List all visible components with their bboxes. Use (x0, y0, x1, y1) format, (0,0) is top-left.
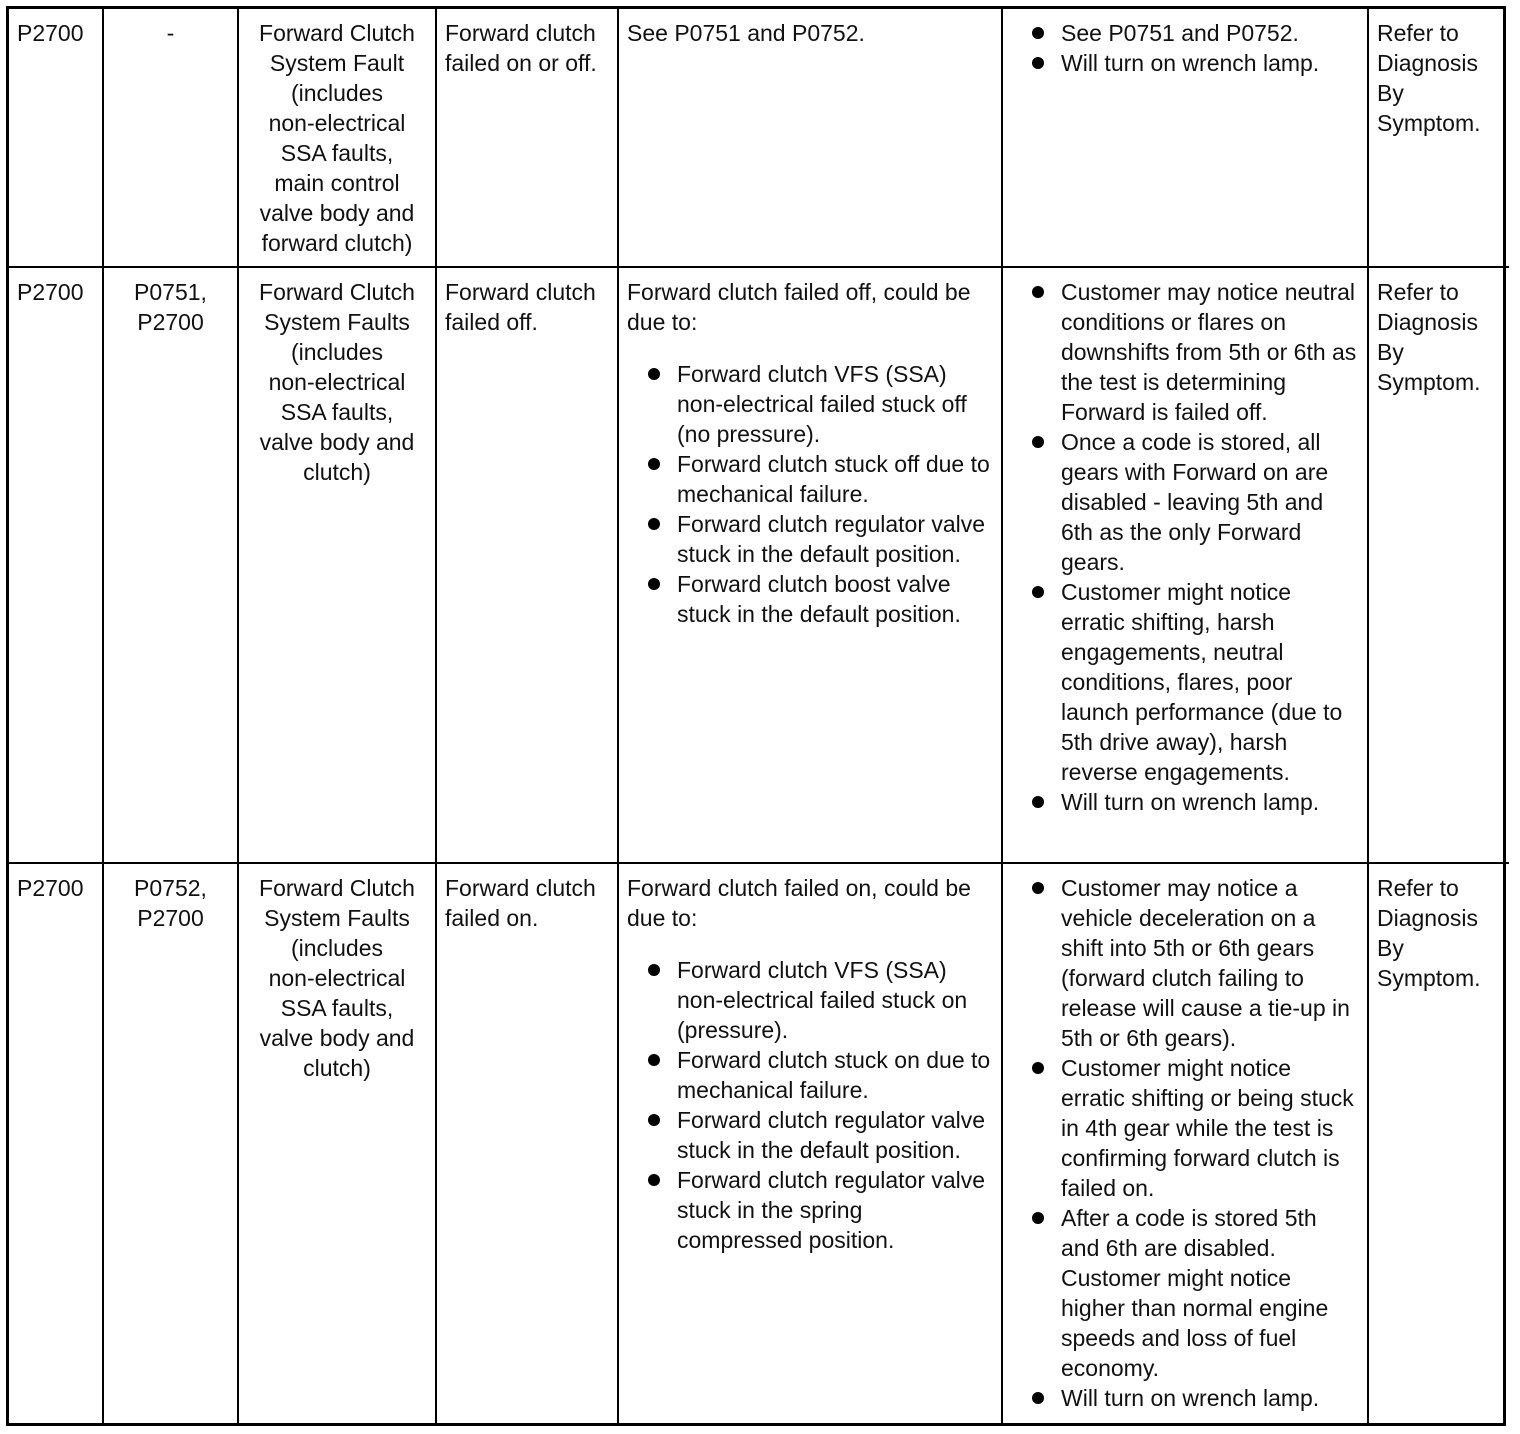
description-line: SSA faults, (280, 399, 394, 425)
description-line: System Faults (264, 905, 410, 931)
description-line: Forward Clutch (259, 20, 415, 46)
condition-cell: Forward clutch failed off. (436, 267, 618, 863)
description-line: valve body and (259, 1025, 415, 1051)
cause-item: Forward clutch VFS (SSA) non-electrical failed stuck on (pressure). (627, 955, 993, 1045)
description-cell (238, 863, 436, 1423)
causes-intro: Forward clutch failed off, could be due to: (627, 279, 971, 335)
effects-list (1011, 277, 1359, 817)
effect-item: See P0751 and P0752. (1011, 18, 1359, 48)
description-line: System Fault (269, 50, 405, 76)
description-line: main control (274, 170, 400, 196)
dtc-table (9, 9, 1509, 1423)
action-cell: Refer to Diagnosis By Symptom. (1368, 267, 1509, 863)
effects-cell (1002, 9, 1368, 267)
description-line: (includes (290, 339, 384, 365)
description-line: Forward Clutch (259, 279, 415, 305)
description-line: clutch) (303, 459, 371, 485)
description-cell (238, 267, 436, 863)
cause-item: Forward clutch regulator valve stuck in the spring compressed position. (627, 1165, 993, 1255)
effect-item: Customer may notice a vehicle deceleration on a shift into 5th or 6th gears (forward clutch failing to release will cause a tie-up in 5th or 6th gears). (1011, 873, 1359, 1053)
effect-item: Customer might notice erratic shifting, harsh engagements, neutral conditions, flares, poor launch performance (due to 5th drive away), harsh reverse engagements. (1011, 577, 1359, 787)
table-row (9, 863, 1509, 1423)
cause-item: Forward clutch stuck on due to mechanical failure. (627, 1045, 993, 1105)
description-line: System Faults (264, 309, 410, 335)
dtc-table-sheet (6, 6, 1506, 1426)
table-row (9, 9, 1509, 267)
effect-item: Will turn on wrench lamp. (1011, 1383, 1359, 1413)
description-line: (includes (290, 935, 384, 961)
cause-item: Forward clutch regulator valve stuck in the default position. (627, 509, 993, 569)
description-line: non-electrical (268, 965, 406, 991)
dtc-code-cell: P2700 (9, 267, 103, 863)
related-code: P0751, (134, 279, 207, 305)
related-codes-cell (103, 267, 238, 863)
related-code: P2700 (137, 309, 204, 335)
description-line: clutch) (303, 1055, 371, 1081)
effects-list (1011, 873, 1359, 1413)
condition-cell: Forward clutch failed on. (436, 863, 618, 1423)
cause-item: Forward clutch stuck off due to mechanical failure. (627, 449, 993, 509)
effect-item: After a code is stored 5th and 6th are disabled. Customer might notice higher than normal engine speeds and loss of fuel economy. (1011, 1203, 1359, 1383)
causes-intro: Forward clutch failed on, could be due to: (627, 875, 971, 931)
causes-cell (618, 267, 1002, 863)
description-line: forward clutch) (261, 230, 413, 256)
causes-intro: See P0751 and P0752. (627, 20, 865, 46)
dtc-code-cell: P2700 (9, 863, 103, 1423)
related-code: P0752, (134, 875, 207, 901)
table-row (9, 267, 1509, 863)
cause-item: Forward clutch boost valve stuck in the default position. (627, 569, 993, 629)
causes-cell (618, 863, 1002, 1423)
effect-item: Customer might notice erratic shifting or being stuck in 4th gear while the test is confirming forward clutch is failed on. (1011, 1053, 1359, 1203)
dtc-code-cell: P2700 (9, 9, 103, 267)
description-line: (includes (290, 80, 384, 106)
effect-item: Once a code is stored, all gears with Forward on are disabled - leaving 5th and 6th as the only Forward gears. (1011, 427, 1359, 577)
related-codes-cell (103, 863, 238, 1423)
description-line: valve body and (259, 200, 415, 226)
description-line: non-electrical (268, 369, 406, 395)
effect-item: Customer may notice neutral conditions or flares on downshifts from 5th or 6th as the test is determining Forward is failed off. (1011, 277, 1359, 427)
description-line: valve body and (259, 429, 415, 455)
related-codes-cell (103, 9, 238, 267)
causes-cell (618, 9, 1002, 267)
effect-item: Will turn on wrench lamp. (1011, 48, 1359, 78)
effects-list (1011, 18, 1359, 78)
description-cell (238, 9, 436, 267)
causes-list (627, 955, 993, 1255)
description-line: non-electrical (268, 110, 406, 136)
action-cell: Refer to Diagnosis By Symptom. (1368, 9, 1509, 267)
condition-cell: Forward clutch failed on or off. (436, 9, 618, 267)
effects-cell (1002, 863, 1368, 1423)
related-code: P2700 (137, 905, 204, 931)
description-line: SSA faults, (280, 140, 394, 166)
effects-cell (1002, 267, 1368, 863)
causes-list (627, 359, 993, 629)
cause-item: Forward clutch VFS (SSA) non-electrical failed stuck off (no pressure). (627, 359, 993, 449)
table-body (9, 9, 1509, 1423)
description-line: Forward Clutch (259, 875, 415, 901)
related-code: - (166, 20, 175, 46)
cause-item: Forward clutch regulator valve stuck in the default position. (627, 1105, 993, 1165)
action-cell: Refer to Diagnosis By Symptom. (1368, 863, 1509, 1423)
effect-item: Will turn on wrench lamp. (1011, 787, 1359, 817)
description-line: SSA faults, (280, 995, 394, 1021)
